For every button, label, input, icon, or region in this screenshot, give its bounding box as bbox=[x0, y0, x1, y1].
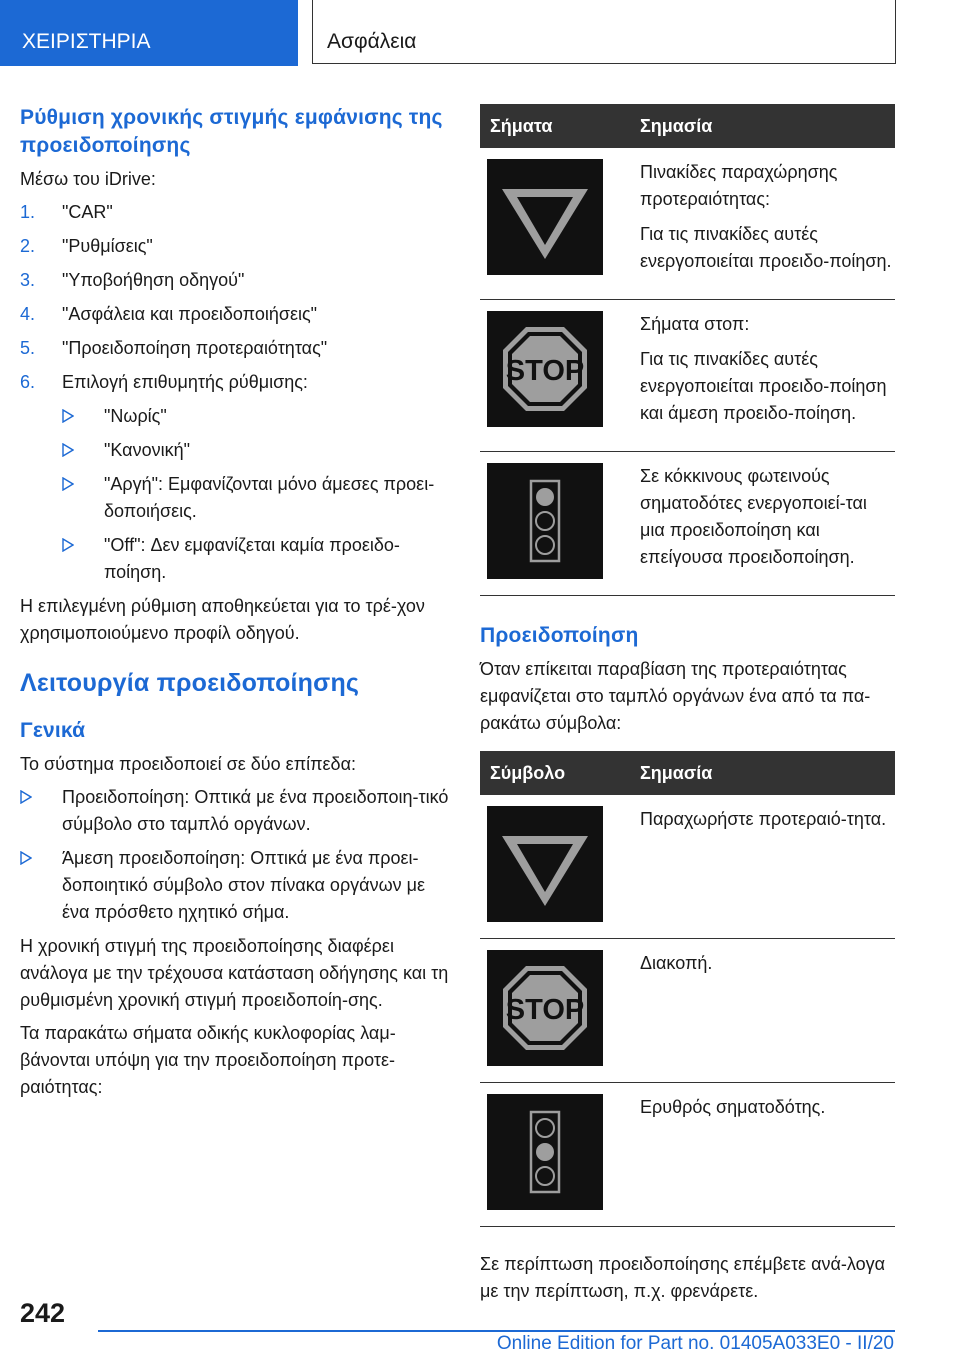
column-header-symbol: Σύμβολο bbox=[480, 751, 640, 795]
general-heading: Γενικά bbox=[20, 719, 86, 742]
saved-setting-note: Η επιλεγμένη ρύθμιση αποθηκεύεται για το τρέ-χον χρησιμοποιούμενο προφίλ οδηγού. bbox=[20, 596, 425, 643]
meaning-text: Διακοπή. bbox=[640, 953, 713, 973]
step-number: 3. bbox=[20, 270, 36, 290]
column-header-meaning: Σημασία bbox=[640, 104, 895, 148]
meaning-text: Σε κόκκινους φωτεινούς σηματοδότες ενεργοποιεί-ται μια προειδοποίηση και επείγουσα προειδοποίηση. bbox=[640, 466, 867, 567]
yield-sign-icon bbox=[487, 806, 603, 922]
table-row bbox=[480, 795, 895, 939]
step-number: 4. bbox=[20, 304, 36, 324]
step-number: 2. bbox=[20, 236, 36, 256]
step-item bbox=[20, 233, 450, 260]
column-header-meaning: Σημασία bbox=[640, 751, 895, 795]
step-number: 1. bbox=[20, 202, 36, 222]
option-text: "Αργή": Εμφανίζονται μόνο άμεσες προει-δοποιήσεις. bbox=[104, 474, 435, 521]
warning-heading: Προειδοποίηση bbox=[480, 624, 639, 647]
step-text: "Προειδοποίηση προτεραιότητας" bbox=[62, 338, 328, 358]
stop-sign-icon bbox=[487, 311, 603, 427]
column-header-signs: Σήματα bbox=[480, 104, 640, 148]
signs-table bbox=[480, 104, 895, 596]
table-row bbox=[480, 148, 895, 300]
via-idrive-text: Μέσω του iDrive: bbox=[20, 169, 156, 189]
step-text: "CAR" bbox=[62, 202, 113, 222]
page-header bbox=[0, 0, 960, 66]
warning-function-heading: Λειτουργία προειδοποίησης bbox=[20, 669, 360, 697]
step-item bbox=[20, 267, 450, 294]
meaning-text: Ερυθρός σηματοδότης. bbox=[640, 1097, 826, 1117]
table-header-row bbox=[480, 104, 895, 148]
chapter-title: Ασφάλεια bbox=[312, 0, 896, 64]
option-item bbox=[62, 532, 450, 586]
traffic-light-icon bbox=[487, 463, 603, 579]
table-row bbox=[480, 452, 895, 596]
level-item bbox=[20, 784, 450, 838]
left-column bbox=[20, 104, 450, 1107]
timing-setting-heading: Ρύθμιση χρονικής στιγμής εμφάνισης της προειδοποίησης bbox=[20, 106, 443, 157]
timing-paragraph: Η χρονική στιγμή της προειδοποίησης διαφέρει ανάλογα με την τρέχουσα κατάσταση οδήγησης και τη ρυθμισμένη χρονική στιγμή προειδοποίη-σης. bbox=[20, 936, 449, 1010]
option-text: "Off": Δεν εμφανίζεται καμία προειδο-ποίηση. bbox=[104, 535, 400, 582]
right-column bbox=[480, 104, 895, 1311]
setting-options bbox=[62, 403, 450, 586]
bullet-triangle-icon bbox=[20, 790, 32, 804]
signs-paragraph: Τα παρακάτω σήματα οδικής κυκλοφορίας λαμ-βάνονται υπόψη για την προειδοποίηση προτε-ραιότητας: bbox=[20, 1023, 396, 1097]
option-item bbox=[62, 403, 450, 430]
step-text: "Ρυθμίσεις" bbox=[62, 236, 153, 256]
bullet-triangle-icon bbox=[20, 851, 32, 865]
option-text: "Νωρίς" bbox=[104, 406, 167, 426]
footer-divider bbox=[98, 1330, 895, 1332]
stop-sign-text: STOP bbox=[505, 994, 585, 1026]
option-text: "Κανονική" bbox=[104, 440, 190, 460]
stop-sign-icon bbox=[487, 950, 603, 1066]
step-item bbox=[20, 301, 450, 328]
page-number: 242 bbox=[20, 1298, 66, 1328]
symbols-table bbox=[480, 751, 895, 1227]
warning-levels bbox=[20, 784, 450, 926]
traffic-light-icon bbox=[487, 1094, 603, 1210]
table-row bbox=[480, 300, 895, 452]
bullet-triangle-icon bbox=[62, 443, 74, 457]
step-text: "Ασφάλεια και προειδοποιήσεις" bbox=[62, 304, 318, 324]
table-row bbox=[480, 1083, 895, 1227]
edition-text: Online Edition for Part no. 01405A033E0 - II/20 bbox=[496, 1333, 894, 1354]
step-number: 5. bbox=[20, 338, 36, 358]
step-text: Επιλογή επιθυμητής ρύθμισης: bbox=[62, 372, 308, 392]
stop-sign-text: STOP bbox=[505, 355, 585, 387]
meaning-text: Για τις πινακίδες αυτές ενεργοποιείται προειδο-ποίηση. bbox=[640, 224, 892, 271]
bullet-triangle-icon bbox=[62, 538, 74, 552]
level-text: Άμεση προειδοποίηση: Οπτικά με ένα προει-δοποιητικό σύμβολο στον πίνακα οργάνων με ένα πρόσθετο ηχητικό σήμα. bbox=[62, 848, 426, 922]
step-number: 6. bbox=[20, 372, 36, 392]
yield-sign-icon bbox=[487, 159, 603, 275]
idrive-steps bbox=[20, 199, 450, 586]
meaning-text: Παραχωρήστε προτεραιό-τητα. bbox=[640, 809, 887, 829]
option-item bbox=[62, 471, 450, 525]
meaning-text: Πινακίδες παραχώρησης προτεραιότητας: bbox=[640, 162, 838, 209]
bullet-triangle-icon bbox=[62, 409, 74, 423]
step-item bbox=[20, 335, 450, 362]
closing-text: Σε περίπτωση προειδοποίησης επέμβετε ανά-λογα με την περίπτωση, π.χ. φρενάρετε. bbox=[480, 1254, 886, 1301]
general-intro: Το σύστημα προειδοποιεί σε δύο επίπεδα: bbox=[20, 754, 356, 774]
step-item bbox=[20, 199, 450, 226]
meaning-text: Σήματα στοπ: bbox=[640, 314, 750, 334]
meaning-text: Για τις πινακίδες αυτές ενεργοποιείται προειδο-ποίηση και άμεση προειδο-ποίηση. bbox=[640, 349, 887, 423]
table-header-row bbox=[480, 751, 895, 795]
step-text: "Υποβοήθηση οδηγού" bbox=[62, 270, 245, 290]
step-item bbox=[20, 369, 450, 586]
bullet-triangle-icon bbox=[62, 477, 74, 491]
level-item bbox=[20, 845, 450, 926]
warning-text: Όταν επίκειται παραβίαση της προτεραιότητας εμφανίζεται στο ταμπλό οργάνων ένα από τα πα-ρακάτω σύμβολα: bbox=[480, 659, 871, 733]
level-text: Προειδοποίηση: Οπτικά με ένα προειδοποιη-τικό σύμβολο στο ταμπλό οργάνων. bbox=[62, 787, 449, 834]
table-row bbox=[480, 939, 895, 1083]
option-item bbox=[62, 437, 450, 464]
section-tab: ΧΕΙΡΙΣΤΗΡΙΑ bbox=[0, 0, 298, 66]
